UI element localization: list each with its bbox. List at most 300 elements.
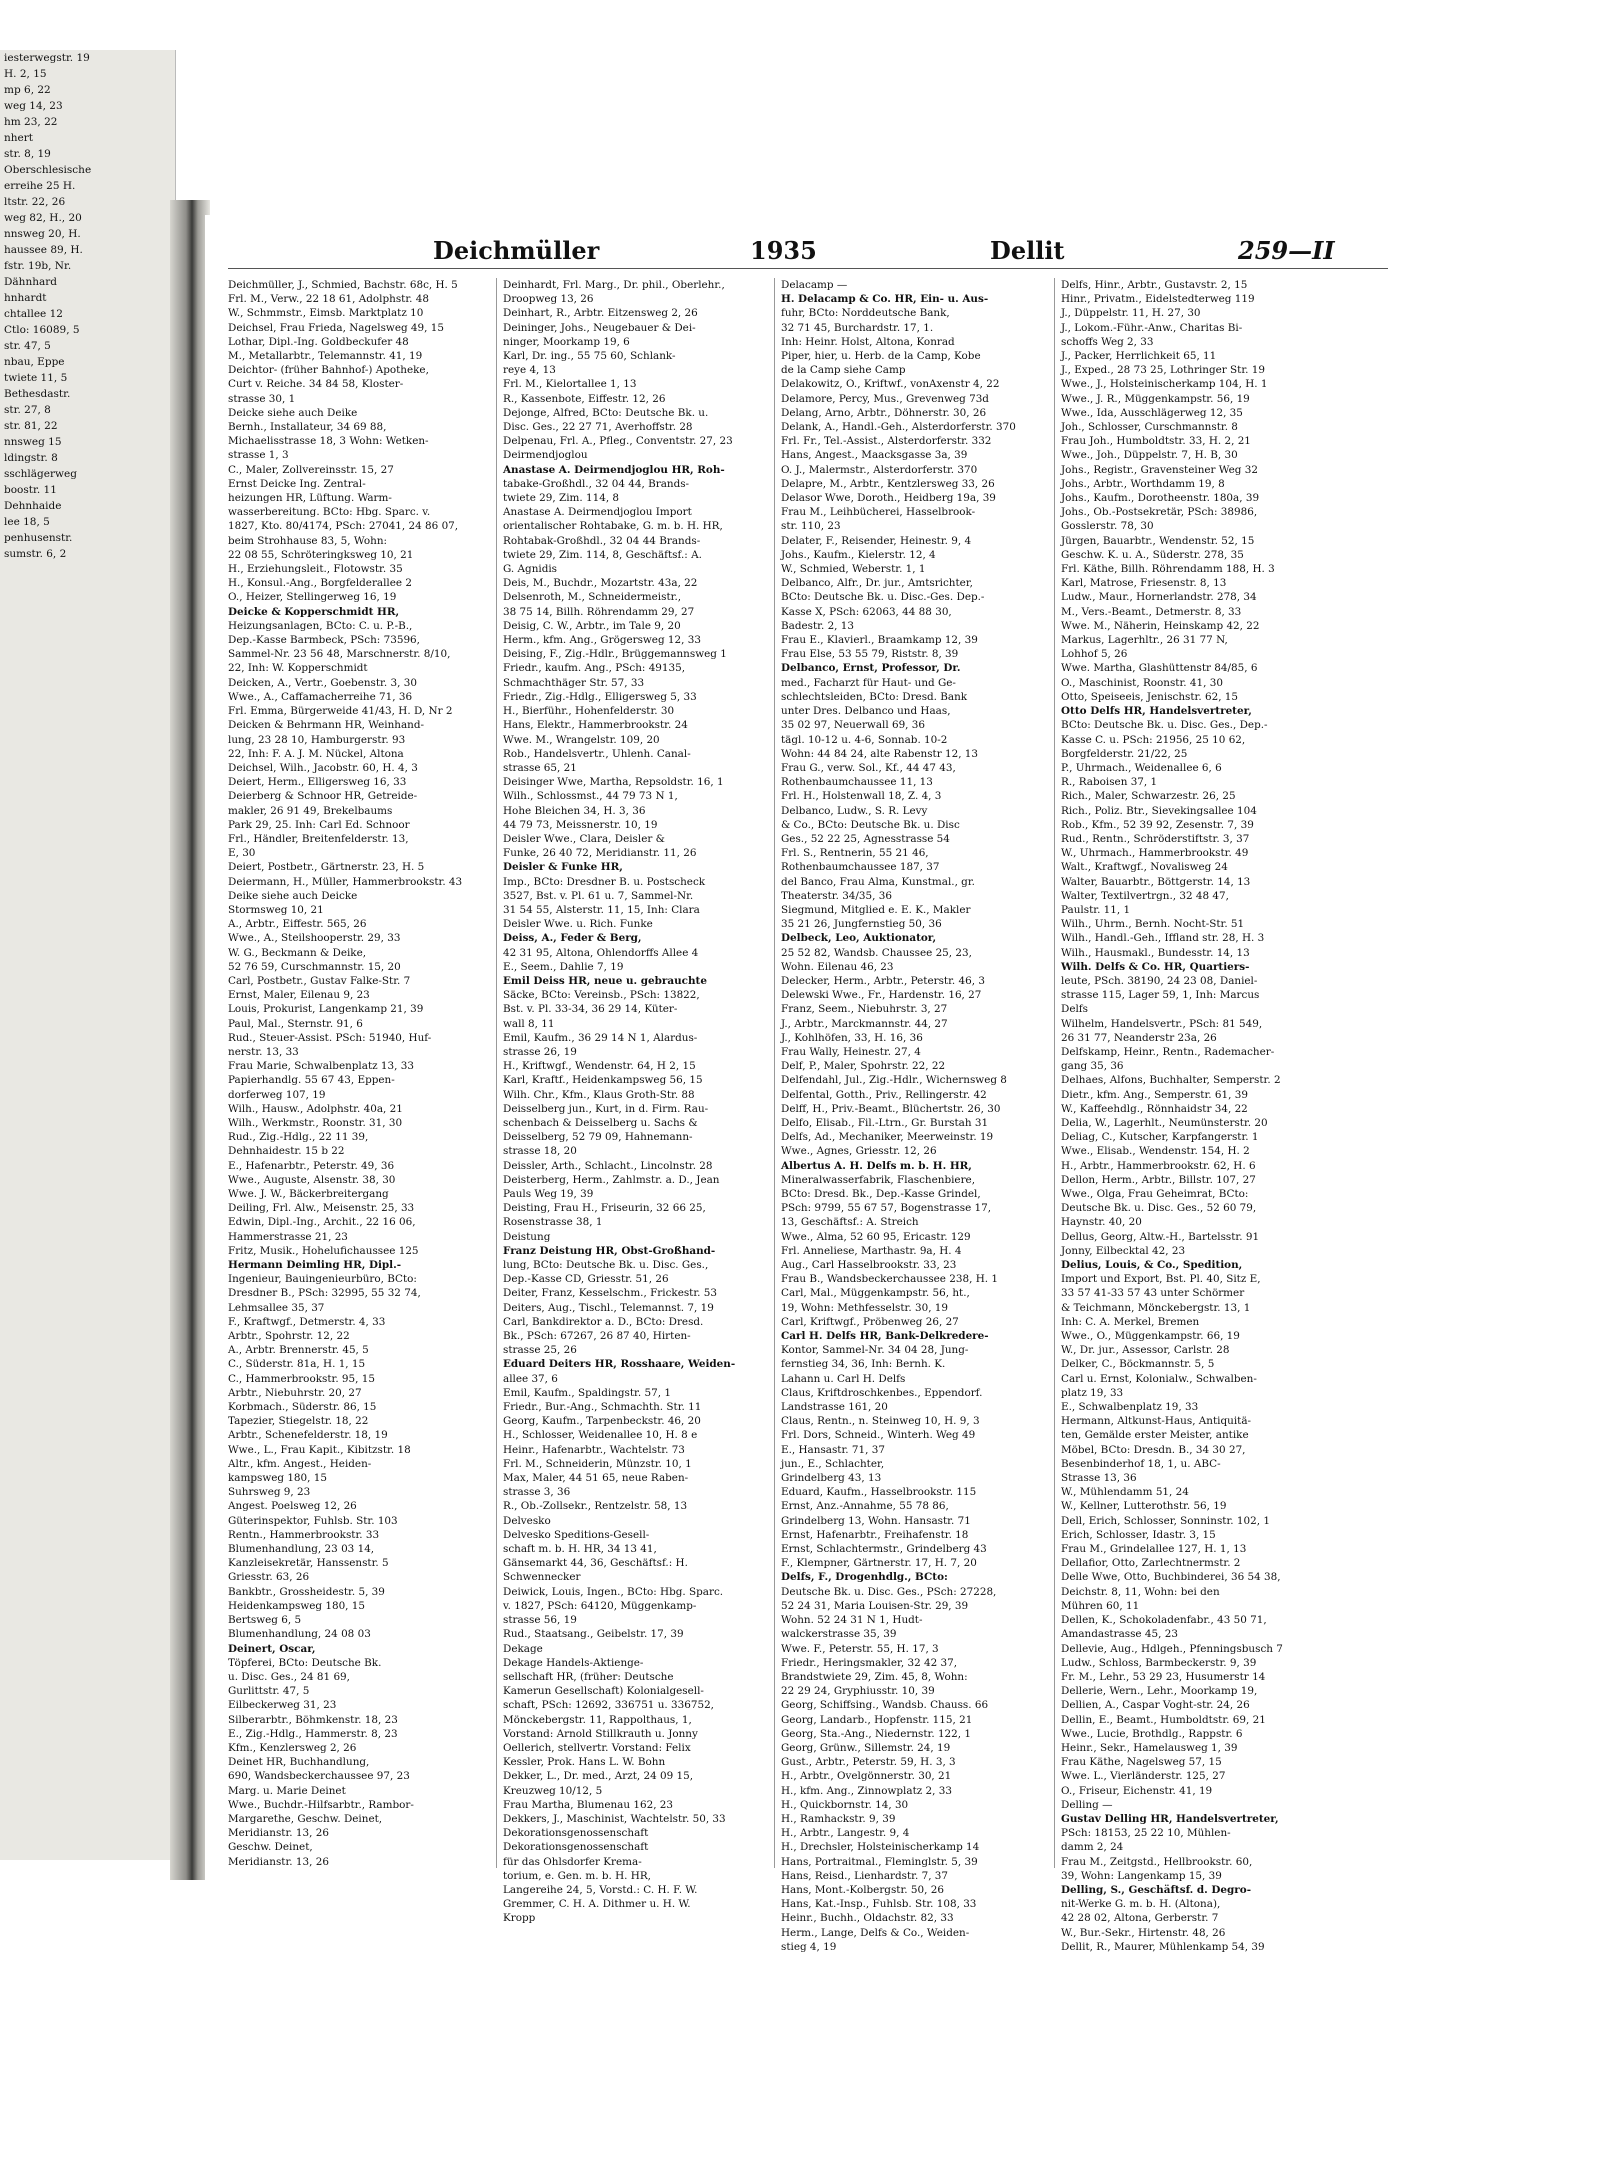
directory-entry: Wilh. Delfs & Co. HR, Quartiers- <box>1061 960 1250 973</box>
directory-entry: E., Hansastr. 71, 37 <box>781 1443 885 1456</box>
directory-entry: R., Raboisen 37, 1 <box>1061 776 1158 789</box>
directory-entry: 42 31 95, Altona, Ohlendorffs Allee 4 <box>503 946 699 959</box>
directory-entry: Hinr., Privatm., Eidelstedterweg 119 <box>1061 293 1255 306</box>
directory-entry: Arbtr., Niebuhrstr. 20, 27 <box>228 1386 362 1399</box>
left-page-line: ldingstr. 8 <box>4 452 58 464</box>
directory-entry: 31 54 55, Alsterstr. 11, 15, Inh: Clara <box>503 903 700 916</box>
directory-entry: Silberarbtr., Böhmkenstr. 18, 23 <box>228 1713 398 1726</box>
directory-entry: heizungen HR, Lüftung. Warm- <box>228 492 392 505</box>
directory-entry: Delle Wwe, Otto, Buchbinderei, 36 54 38, <box>1061 1571 1281 1584</box>
directory-entry: strasse 115, Lager 59, 1, Inh: Marcus <box>1061 989 1260 1002</box>
directory-entry: Mühren 60, 11 <box>1061 1599 1140 1612</box>
directory-entry: reye 4, 13 <box>503 364 556 377</box>
directory-entry: schaft, PSch: 12692, 336751 u. 336752, <box>503 1699 714 1712</box>
directory-entry: Deisler Wwe. u. Rich. Funke <box>503 918 653 931</box>
directory-entry: Emil Deiss HR, neue u. gebrauchte <box>503 974 707 987</box>
directory-entry: twiete 29, Zim. 114, 8 <box>503 492 620 505</box>
directory-entry: Frl. M., Kielortallee 1, 13 <box>503 378 637 391</box>
directory-entry: W., Mühlendamm 51, 24 <box>1061 1486 1189 1499</box>
left-page-line: nhert <box>4 132 33 144</box>
directory-entry: 52 76 59, Curschmannstr. 15, 20 <box>228 960 401 973</box>
directory-entry: Bertsweg 6, 5 <box>228 1614 302 1627</box>
directory-entry: fernstieg 34, 36, Inh: Bernh. K. <box>781 1358 946 1371</box>
directory-entry: A., Arbtr. Brennerstr. 45, 5 <box>228 1344 369 1357</box>
directory-entry: Deutsche Bk. u. Disc. Ges., 52 60 79, <box>1061 1202 1257 1215</box>
directory-entry: jun., E., Schlachter, <box>781 1457 885 1470</box>
header-rule <box>228 268 1388 269</box>
directory-entry: damm 2, 24 <box>1061 1841 1124 1854</box>
directory-entry: Delang, Arno, Arbtr., Döhnerstr. 30, 26 <box>781 406 987 419</box>
directory-entry: Dellen, K., Schokoladenfabr., 43 50 71, <box>1061 1614 1267 1627</box>
directory-entry: J., Packer, Herrlichkeit 65, 11 <box>1061 350 1217 363</box>
directory-entry: Ingenieur, Bauingenieurbüro, BCto: <box>228 1273 417 1286</box>
directory-entry: Wilh., Handl.-Geh., Iffland str. 28, H. 3 <box>1061 932 1265 945</box>
directory-entry: Hans, Reisd., Lienhardstr. 7, 37 <box>781 1869 949 1882</box>
directory-entry: Rosenstrasse 38, 1 <box>503 1216 603 1229</box>
directory-entry: Delfs, Ad., Mechaniker, Meerweinstr. 19 <box>781 1131 994 1144</box>
directory-entry: Kasse X, PSch: 62063, 44 88 30, <box>781 605 952 618</box>
directory-entry: Michaelisstrasse 18, 3 Wohn: Wetken- <box>228 435 429 448</box>
directory-entry: strasse 65, 21 <box>503 761 577 774</box>
directory-entry: Dellevie, Aug., Hdlgeh., Pfenningsbusch 7 <box>1061 1642 1283 1655</box>
directory-entry: Meridianstr. 13, 26 <box>228 1855 329 1868</box>
directory-entry: beim Strohhause 83, 5, Wohn: <box>228 534 388 547</box>
directory-entry: Wwe. F., Peterstr. 55, H. 17, 3 <box>781 1642 939 1655</box>
directory-entry: Frl. S., Rentnerin, 55 21 46, <box>781 847 929 860</box>
directory-entry: Jürgen, Bauarbtr., Wendenstr. 52, 15 <box>1061 534 1255 547</box>
directory-entry: Frl., Händler, Breitenfelderstr. 13, <box>228 832 409 845</box>
directory-entry: Kropp <box>503 1912 536 1925</box>
directory-entry: Griesstr. 63, 26 <box>228 1571 310 1584</box>
directory-entry: Deichstr. 8, 11, Wohn: bei den <box>1061 1585 1220 1598</box>
directory-entry: Blumenhandlung, 24 08 03 <box>228 1628 371 1641</box>
directory-entry: Deike siehe auch Deicke <box>228 889 358 902</box>
directory-entry: Ernst, Anz.-Annahme, 55 78 86, <box>781 1500 949 1513</box>
directory-entry: Deininger, Johs., Neugebauer & Dei- <box>503 321 696 334</box>
directory-entry: Frau B., Wandsbeckerchaussee 238, H. 1 <box>781 1273 998 1286</box>
directory-entry: Otto, Speiseeis, Jenischstr. 62, 15 <box>1061 690 1239 703</box>
directory-entry: Gurlittstr. 47, 5 <box>228 1685 310 1698</box>
directory-entry: W., Kellner, Lutterothstr. 56, 19 <box>1061 1500 1227 1513</box>
directory-entry: wall 8, 11 <box>503 1017 555 1030</box>
directory-entry: Deichmüller, J., Schmied, Bachstr. 68c, H. 5 <box>228 279 458 291</box>
directory-entry: 33 57 41-33 57 43 unter Schörmer <box>1061 1287 1245 1300</box>
directory-entry: Geschw. K. u. A., Süderstr. 278, 35 <box>1061 548 1244 561</box>
directory-entry: Deisler Wwe., Clara, Deisler & <box>503 832 665 845</box>
directory-entry: H., kfm. Ang., Zinnowplatz 2, 33 <box>781 1784 952 1797</box>
directory-entry: E., Schwalbenplatz 19, 33 <box>1061 1401 1199 1414</box>
directory-entry: Wilh., Hausmakl., Bundesstr. 14, 13 <box>1061 946 1250 959</box>
directory-entry: Altr., kfm. Angest., Heiden- <box>228 1457 372 1470</box>
directory-entry: lung, 23 28 10, Hamburgerstr. 93 <box>228 733 406 746</box>
directory-entry: Frau Marie, Schwalbenplatz 13, 33 <box>228 1060 414 1073</box>
left-page-line: haussee 89, H. <box>4 244 83 256</box>
directory-entry: Dietr., kfm. Ang., Semperstr. 61, 39 <box>1061 1088 1248 1101</box>
left-page-line: str. 81, 22 <box>4 420 58 432</box>
directory-entry: Frau Käthe, Nagelsweg 57, 15 <box>1061 1756 1222 1769</box>
directory-entry: Frl. Anneliese, Marthastr. 9a, H. 4 <box>781 1244 962 1257</box>
directory-entry: Deiss, A., Feder & Berg, <box>503 932 642 945</box>
left-page-line: Bethesdastr. <box>4 388 71 400</box>
directory-entry: Deinhardt, Frl. Marg., Dr. phil., Oberlehr., <box>503 279 725 291</box>
directory-entry: Dellerie, Wern., Lehr., Moorkamp 19, <box>1061 1685 1258 1698</box>
directory-entry: Korbmach., Süderstr. 86, 15 <box>228 1401 377 1414</box>
directory-entry: Delecker, Herm., Arbtr., Peterstr. 46, 3 <box>781 974 985 987</box>
left-page-line: penhusenstr. <box>4 532 73 544</box>
directory-entry: Wohn: 44 84 24, alte Rabenstr 12, 13 <box>781 747 979 760</box>
directory-entry: 22 08 55, Schröteringksweg 10, 21 <box>228 548 414 561</box>
directory-entry: BCto: Deutsche Bk. u. Disc.-Ges. Dep.- <box>781 591 985 604</box>
directory-entry: Theaterstr. 34/35, 36 <box>781 889 892 902</box>
directory-entry: Herm., Lange, Delfs & Co., Weiden- <box>781 1926 970 1939</box>
directory-entry: E., Seem., Dahlie 7, 19 <box>503 960 624 973</box>
directory-entry: Lohhof 5, 26 <box>1061 648 1128 661</box>
directory-entry: W., Dr. jur., Assessor, Carlstr. 28 <box>1061 1344 1230 1357</box>
directory-entry: Otto Delfs HR, Handelsvertreter, <box>1061 705 1252 718</box>
directory-entry: Johs., Arbtr., Worthdamm 19, 8 <box>1061 477 1225 490</box>
directory-entry: Marg. u. Marie Deinet <box>228 1784 346 1797</box>
directory-entry: Möbel, BCto: Dresdn. B., 34 30 27, <box>1061 1443 1246 1456</box>
directory-entry: Carl H. Delfs HR, Bank-Delkredere- <box>781 1330 989 1343</box>
directory-entry: Claus, Rentn., n. Steinweg 10, H. 9, 3 <box>781 1415 980 1428</box>
column-2 <box>496 278 765 1925</box>
directory-entry: Stormsweg 10, 21 <box>228 903 324 916</box>
directory-entry: Claus, Kriftdroschkenbes., Eppendorf. <box>781 1386 983 1399</box>
directory-entry: v. 1827, PSch: 64120, Müggenkamp- <box>503 1599 697 1612</box>
directory-entry: Johs., Ob.-Postsekretär, PSch: 38986, <box>1061 506 1258 519</box>
directory-entry: tägl. 10-12 u. 4-6, Sonnab. 10-2 <box>781 733 948 746</box>
directory-entry: 32 71 45, Burchardstr. 17, 1. <box>781 321 934 334</box>
directory-entry: Deisting, Frau H., Friseurin, 32 66 25, <box>503 1202 706 1215</box>
left-page-line: Oberschlesische <box>4 164 92 176</box>
directory-entry: Georg, Grünw., Sillemstr. 24, 19 <box>781 1741 951 1754</box>
directory-entry: Borgfelderstr. 21/22, 25 <box>1061 747 1188 760</box>
directory-entry: Frl. Käthe, Billh. Röhrendamm 188, H. 3 <box>1061 563 1275 576</box>
left-page-line: ltstr. 22, 26 <box>4 196 66 208</box>
directory-entry: 35 02 97, Neuerwall 69, 36 <box>781 719 926 732</box>
directory-entry: med., Facharzt für Haut- und Ge- <box>781 676 956 689</box>
directory-entry: Albertus A. H. Delfs m. b. H. HR, <box>781 1159 972 1172</box>
directory-entry: J., Düppelstr. 11, H. 27, 30 <box>1061 307 1201 320</box>
directory-entry: Besenbinderhof 18, 1, u. ABC- <box>1061 1457 1221 1470</box>
directory-entry: O., Friseur, Eichenstr. 41, 19 <box>1061 1784 1213 1797</box>
directory-entry: Schwennecker <box>503 1571 581 1584</box>
left-page-line: Dähnhard <box>4 276 57 288</box>
directory-entry: Delakowitz, O., Kriftwf., vonAxenstr 4, 22 <box>781 378 1000 391</box>
directory-entry: R., Ob.-Zollsekr., Rentzelstr. 58, 13 <box>503 1500 688 1513</box>
directory-entry: Ludw., Maur., Hornerlandstr. 278, 34 <box>1061 591 1257 604</box>
directory-entry: Delfskamp, Heinr., Rentn., Rademacher- <box>1061 1045 1275 1058</box>
directory-entry: Delater, F., Reisender, Heinestr. 9, 4 <box>781 534 972 547</box>
directory-entry: Deiermann, H., Müller, Hammerbrookstr. 43 <box>228 875 463 888</box>
book-gutter <box>170 200 210 1880</box>
directory-entry: H., Arbtr., Ovelgönnerstr. 30, 21 <box>781 1770 952 1783</box>
directory-entry: Johs., Kaufm., Dorotheenstr. 180a, 39 <box>1061 492 1260 505</box>
directory-entry: de la Camp siehe Camp <box>781 364 906 377</box>
directory-entry: Frau Else, 53 55 79, Riststr. 8, 39 <box>781 648 959 661</box>
directory-entry: Dep.-Kasse Barmbeck, PSch: 73596, <box>228 634 420 647</box>
directory-entry: Wwe., L., Frau Kapit., Kibitzstr. 18 <box>228 1443 411 1456</box>
directory-entry: Frl. Emma, Bürgerweide 41/43, H. D, Nr 2 <box>228 705 453 718</box>
directory-entry: 22 29 24, Gryphiusstr. 10, 39 <box>781 1685 935 1698</box>
directory-entry: Carl u. Ernst, Kolonialw., Schwalben- <box>1061 1372 1257 1385</box>
directory-entry: Deicken, A., Vertr., Goebenstr. 3, 30 <box>228 676 417 689</box>
directory-entry: Deichsel, Frau Frieda, Nagelsweg 49, 15 <box>228 321 444 334</box>
directory-entry: Delling — <box>1061 1798 1113 1811</box>
directory-entry: Säcke, BCto: Vereinsb., PSch: 13822, <box>503 989 700 1002</box>
directory-entry: J., Exped., 28 73 25, Lothringer Str. 19 <box>1061 364 1265 377</box>
directory-entry: Frau Joh., Humboldtstr. 33, H. 2, 21 <box>1061 435 1251 448</box>
directory-entry: Eduard, Kaufm., Hasselbrookstr. 115 <box>781 1486 977 1499</box>
directory-entry: Paul, Mal., Sternstr. 91, 6 <box>228 1017 363 1030</box>
directory-entry: 42 28 02, Altona, Gerberstr. 7 <box>1061 1912 1219 1925</box>
directory-entry: 35 21 26, Jungfernstieg 50, 36 <box>781 918 942 931</box>
directory-entry: Delia, W., Lagerhlt., Neumünsterstr. 20 <box>1061 1116 1268 1129</box>
directory-entry: J., Arbtr., Marckmannstr. 44, 27 <box>781 1017 948 1030</box>
directory-entry: Delf, P., Maler, Spohrstr. 22, 22 <box>781 1060 946 1073</box>
directory-entry: Strasse 13, 36 <box>1061 1472 1137 1485</box>
directory-entry: Deichsel, Wilh., Jacobstr. 60, H. 4, 3 <box>228 761 418 774</box>
directory-entry: Louis, Prokurist, Langenkamp 21, 39 <box>228 1003 424 1016</box>
directory-entry: kampsweg 180, 15 <box>228 1472 327 1485</box>
left-page-line: fstr. 19b, Nr. <box>4 260 72 272</box>
directory-entry: Deising, F., Zig.-Hdlr., Brüggemannsweg 1 <box>503 648 727 661</box>
directory-entry: Delhaes, Alfons, Buchhalter, Semperstr. 2 <box>1061 1074 1281 1087</box>
directory-entry: Wwe., Olga, Frau Geheimrat, BCto: <box>1061 1188 1249 1200</box>
directory-entry: Dep.-Kasse CD, Griesstr. 51, 26 <box>503 1273 669 1286</box>
directory-entry: Erich, Schlosser, Idastr. 3, 15 <box>1061 1528 1216 1541</box>
directory-entry: Gremmer, C. H. A. Dithmer u. H. W. <box>503 1898 691 1911</box>
directory-entry: Kanzleisekretär, Hanssenstr. 5 <box>228 1557 389 1570</box>
directory-entry: Delbeck, Leo, Auktionator, <box>781 932 937 945</box>
directory-entry: Delfs <box>1061 1003 1088 1016</box>
directory-entry: F., Kraftwgf., Detmerstr. 4, 33 <box>228 1315 386 1328</box>
directory-entry: H. Delacamp & Co. HR, Ein- u. Aus- <box>781 293 989 306</box>
directory-entry: schaft m. b. H. HR, 34 13 41, <box>503 1543 657 1556</box>
directory-entry: Wwe., J. R., Müggenkampstr. 56, 19 <box>1061 392 1250 405</box>
directory-entry: Heinr., Hafenarbtr., Wachtelstr. 73 <box>503 1443 685 1456</box>
directory-entry: PSch: 18153, 25 22 10, Mühlen- <box>1061 1827 1231 1840</box>
directory-entry: Wilhelm, Handelsvertr., PSch: 81 549, <box>1061 1017 1263 1030</box>
directory-entry: gang 35, 36 <box>1061 1060 1124 1073</box>
directory-entry: Heinr., Sekr., Hamelausweg 1, 39 <box>1061 1741 1238 1754</box>
directory-entry: Disc. Ges., 22 27 71, Averhoffstr. 28 <box>503 421 693 434</box>
directory-entry: Pauls Weg 19, 39 <box>503 1188 594 1200</box>
directory-entry: Fritz, Musik., Hohelufichaussee 125 <box>228 1244 419 1257</box>
directory-entry: 44 79 73, Meissnerstr. 10, 19 <box>503 818 658 831</box>
directory-entry: A., Arbtr., Eiffestr. 565, 26 <box>228 918 367 931</box>
directory-entry: strasse 56, 19 <box>503 1614 577 1627</box>
directory-entry: Deiert, Postbetr., Gärtnerstr. 23, H. 5 <box>228 861 425 874</box>
directory-entry: Hans, Angest., Maacksgasse 3a, 39 <box>781 449 968 462</box>
directory-entry: Rohtabak-Großhdl., 32 04 44 Brands- <box>503 534 701 547</box>
directory-entry: Georg, Landarb., Hopfenstr. 115, 21 <box>781 1713 973 1726</box>
directory-entry: Wwe. L., Vierländerstr. 125, 27 <box>1061 1770 1226 1783</box>
directory-entry: Frau G., verw. Sol., Kf., 44 47 43, <box>781 761 956 774</box>
directory-entry: Rothenbaumchaussee 11, 13 <box>781 776 933 789</box>
directory-entry: Wwe., Elisab., Wendenstr. 154, H. 2 <box>1061 1145 1250 1158</box>
directory-entry: del Banco, Frau Alma, Kunstmal., gr. <box>781 875 975 888</box>
directory-entry: H., Arbtr., Hammerbrookstr. 62, H. 6 <box>1061 1159 1256 1172</box>
directory-entry: Anastase A. Deirmendjoglou HR, Roh- <box>503 463 725 476</box>
directory-entry: Markus, Lagerhltr., 26 31 77 N, <box>1061 634 1228 647</box>
directory-entry: Friedr., kaufm. Ang., PSch: 49135, <box>503 662 686 675</box>
directory-entry: 3527, Bst. v. Pl. 61 u. 7, Sammel-Nr. <box>503 889 694 902</box>
directory-entry: Eilbeckerweg 31, 23 <box>228 1699 337 1712</box>
directory-entry: Georg, Sta.-Ang., Niedernstr. 122, 1 <box>781 1727 971 1740</box>
directory-entry: Droopweg 13, 26 <box>503 293 594 306</box>
directory-columns <box>228 278 1388 1953</box>
directory-entry: Dellin, E., Beamt., Humboldtstr. 69, 21 <box>1061 1713 1266 1726</box>
directory-entry: H., Ramhackstr. 9, 39 <box>781 1812 896 1825</box>
directory-entry: Delasor Wwe, Doroth., Heidberg 19a, 39 <box>781 492 996 505</box>
directory-entry: Franz Deistung HR, Obst-Großhand- <box>503 1244 716 1257</box>
directory-entry: tabake-Großhdl., 32 04 44, Brands- <box>503 477 690 490</box>
directory-entry: Deistung <box>503 1230 551 1243</box>
directory-entry: 19, Wohn: Methfesselstr. 30, 19 <box>781 1301 949 1314</box>
directory-entry: Güterinspektor, Fuhlsb. Str. 103 <box>228 1514 398 1527</box>
left-page-line: hnhardt <box>4 292 47 304</box>
left-page-line: hm 23, 22 <box>4 116 58 128</box>
directory-entry: O. J., Malermstr., Alsterdorferstr. 370 <box>781 463 978 476</box>
directory-entry: Frau Martha, Blumenau 162, 23 <box>503 1798 674 1811</box>
directory-entry: Carl, Kriftwgf., Pröbenweg 26, 27 <box>781 1315 959 1328</box>
directory-entry: Gust., Arbtr., Peterstr. 59, H. 3, 3 <box>781 1756 956 1769</box>
directory-entry: Dellafior, Otto, Zarlechtnermstr. 2 <box>1061 1557 1241 1570</box>
directory-entry: Blumenhandlung, 23 03 14, <box>228 1543 375 1556</box>
directory-entry: orientalischer Rohtabake, G. m. b. H. HR, <box>503 520 723 533</box>
directory-entry: fuhr, BCto: Norddeutsche Bank, <box>781 307 950 320</box>
directory-entry: Import und Export, Bst. Pl. 40, Sitz E, <box>1061 1273 1261 1286</box>
page-header <box>228 236 1378 266</box>
directory-entry: PSch: 9799, 55 67 57, Bogenstrasse 17, <box>781 1202 992 1215</box>
directory-entry: Walt., Kraftwgf., Novalisweg 24 <box>1061 861 1228 874</box>
directory-entry: Deinert, Oscar, <box>228 1642 316 1655</box>
left-page-line: nnsweg 15 <box>4 436 62 448</box>
directory-entry: Kessler, Prok. Hans L. W. Bohn <box>503 1756 666 1769</box>
directory-entry: Rud., Steuer-Assist. PSch: 51940, Huf- <box>228 1031 432 1044</box>
directory-entry: Wwe. Martha, Glashüttenstr 84/85, 6 <box>1061 662 1258 675</box>
directory-entry: Ernst, Maler, Eilenau 9, 23 <box>228 989 370 1002</box>
directory-entry: Meridianstr. 13, 26 <box>228 1827 329 1840</box>
directory-entry: Wwe. J. W., Bäckerbreitergang <box>228 1188 389 1200</box>
directory-entry: G. Agnidis <box>503 563 558 576</box>
directory-entry: BCto: Deutsche Bk. u. Disc. Ges., Dep.- <box>1061 719 1268 732</box>
directory-entry: nit-Werke G. m. b. H. (Altona), <box>1061 1898 1221 1911</box>
directory-entry: Kamerun Gesellschaft) Kolonialgesell- <box>503 1685 704 1698</box>
left-page-line: nnsweg 20, H. <box>4 228 81 240</box>
directory-entry: W., Bur.-Sekr., Hirtenstr. 48, 26 <box>1061 1926 1226 1939</box>
directory-entry: Ges., 52 22 25, Agnesstrasse 54 <box>781 832 950 845</box>
directory-entry: 52 24 31, Maria Louisen-Str. 29, 39 <box>781 1599 969 1612</box>
directory-entry: Dellus, Georg, Altw.-H., Bartelsstr. 91 <box>1061 1230 1260 1243</box>
directory-entry: Edwin, Dipl.-Ing., Archit., 22 16 06, <box>228 1216 416 1229</box>
directory-entry: nerstr. 13, 33 <box>228 1045 299 1058</box>
directory-entry: W., Kaffeehdlg., Rönnhaidstr 34, 22 <box>1061 1102 1248 1115</box>
directory-entry: J., Lokom.-Führ.-Anw., Charitas Bi- <box>1061 321 1243 334</box>
directory-entry: unter Dres. Delbanco und Haas, <box>781 705 951 718</box>
directory-entry: H., Kriftwgf., Wendenstr. 64, H 2, 15 <box>503 1060 696 1073</box>
directory-entry: Wwe., A., Steilshooperstr. 29, 33 <box>228 932 401 945</box>
directory-entry: Arbtr., Spohrstr. 12, 22 <box>228 1330 350 1343</box>
directory-entry: Wwe. M., Wrangelstr. 109, 20 <box>503 733 660 746</box>
directory-entry: Hans, Elektr., Hammerbrookstr. 24 <box>503 719 688 732</box>
left-page-line: iesterwegstr. 19 <box>4 52 90 64</box>
column-3 <box>774 278 1043 1953</box>
left-page-line: mp 6, 22 <box>4 84 51 96</box>
directory-entry: Curt v. Reiche. 34 84 58, Kloster- <box>228 378 404 391</box>
directory-entry: Dellien, A., Caspar Voght-str. 24, 26 <box>1061 1699 1250 1712</box>
directory-entry: H., Arbtr., Langestr. 9, 4 <box>781 1827 910 1840</box>
directory-entry: Deichtor- (früher Bahnhof-) Apotheke, <box>228 364 429 377</box>
directory-entry: Max, Maler, 44 51 65, neue Raben- <box>503 1472 689 1485</box>
directory-entry: P., Uhrmach., Weidenallee 6, 6 <box>1061 761 1222 774</box>
directory-entry: Wwe., A., Caffamacherreihe 71, 36 <box>228 690 413 703</box>
directory-entry: Emil, Kaufm., Spaldingstr. 57, 1 <box>503 1386 671 1399</box>
directory-entry: J., Kohlhöfen, 33, H. 16, 36 <box>781 1031 923 1044</box>
directory-entry: Deiter, Franz, Kesselschm., Frickestr. 53 <box>503 1287 718 1300</box>
directory-entry: 25 52 82, Wandsb. Chaussee 25, 23, <box>781 946 972 959</box>
directory-entry: wasserbereitung. BCto: Hbg. Sparc. v. <box>228 506 431 519</box>
directory-entry: Grindelberg 13, Wohn. Hansastr. 71 <box>781 1514 971 1527</box>
directory-entry: Deicken & Behrmann HR, Weinhand- <box>228 719 425 732</box>
directory-entry: Wwe., O., Müggenkampstr. 66, 19 <box>1061 1330 1240 1343</box>
directory-entry: Gustav Delling HR, Handelsvertreter, <box>1061 1812 1279 1825</box>
directory-entry: Frl. M., Verw., 22 18 61, Adolphstr. 48 <box>228 293 430 306</box>
directory-entry: strasse 3, 36 <box>503 1486 571 1499</box>
directory-entry: allee 37, 6 <box>503 1372 558 1385</box>
directory-entry: Arbtr., Schenefelderstr. 18, 19 <box>228 1429 388 1442</box>
left-page-line: boostr. 11 <box>4 484 57 496</box>
directory-entry: Inh: C. A. Merkel, Bremen <box>1061 1315 1200 1328</box>
directory-entry: Lehmsallee 35, 37 <box>228 1301 325 1314</box>
directory-entry: BCto: Dresd. Bk., Dep.-Kasse Grindel, <box>781 1188 981 1200</box>
directory-entry: Aug., Carl Hasselbrookstr. 33, 23 <box>781 1259 957 1272</box>
column-4 <box>1054 278 1323 1953</box>
page-number: 259—II <box>1238 236 1335 265</box>
directory-entry: 22, Inh: W. Kopperschmidt <box>228 662 368 675</box>
directory-entry: Papierhandlg. 55 67 43, Eppen- <box>228 1074 395 1087</box>
directory-entry: Badestr. 2, 13 <box>781 619 855 632</box>
left-page-line: chtallee 12 <box>4 308 63 320</box>
directory-entry: Deisterberg, Herm., Zahlmstr. a. D., Jean <box>503 1173 720 1186</box>
directory-entry: Rob., Kfm., 52 39 92, Zesenstr. 7, 39 <box>1061 818 1254 831</box>
directory-entry: Hohe Bleichen 34, H. 3, 36 <box>503 804 646 817</box>
directory-entry: Frau E., Klavierl., Braamkamp 12, 39 <box>781 634 978 647</box>
directory-entry: Georg, Kaufm., Tarpenbeckstr. 46, 20 <box>503 1415 701 1428</box>
directory-entry: Wwe., Auguste, Alsenstr. 38, 30 <box>228 1173 396 1186</box>
directory-entry: Kontor, Sammel-Nr. 34 04 28, Jung- <box>781 1344 969 1357</box>
left-page-line: H. 2, 15 <box>4 68 47 80</box>
directory-entry: Wwe., Buchdr.-Hilfsarbtr., Rambor- <box>228 1798 414 1811</box>
directory-entry: Rud., Staatsang., Geibelstr. 17, 39 <box>503 1628 684 1641</box>
directory-entry: Wilh., Werkmstr., Roonstr. 31, 30 <box>228 1116 403 1129</box>
directory-entry: Amandastrasse 45, 23 <box>1061 1628 1178 1641</box>
directory-entry: Brandstwiete 29, Zim. 45, 8, Wohn: <box>781 1670 968 1683</box>
directory-entry: ninger, Moorkamp 19, 6 <box>503 335 630 348</box>
directory-entry: 38 75 14, Billh. Röhrendamm 29, 27 <box>503 605 695 618</box>
directory-entry: Wilh. Chr., Kfm., Klaus Groth-Str. 88 <box>503 1088 695 1101</box>
directory-entry: Hammerstrasse 21, 23 <box>228 1230 348 1243</box>
directory-entry: Delfo, Elisab., Fil.-Ltrn., Gr. Burstah 31 <box>781 1116 989 1129</box>
directory-entry: H., Konsul.-Ang., Borgfelderallee 2 <box>228 577 412 590</box>
directory-entry: leute, PSch. 38190, 24 23 08, Daniel- <box>1061 974 1258 987</box>
directory-entry: Karl, Kraftf., Heidenkampsweg 56, 15 <box>503 1074 703 1087</box>
directory-entry: Georg, Schiffsing., Wandsb. Chauss. 66 <box>781 1699 989 1712</box>
directory-entry: H., Erziehungsleit., Flotowstr. 35 <box>228 563 403 576</box>
directory-entry: Mineralwasserfabrik, Flaschenbiere, <box>781 1173 975 1186</box>
directory-entry: Delling, S., Geschäftsf. d. Degro- <box>1061 1883 1252 1896</box>
